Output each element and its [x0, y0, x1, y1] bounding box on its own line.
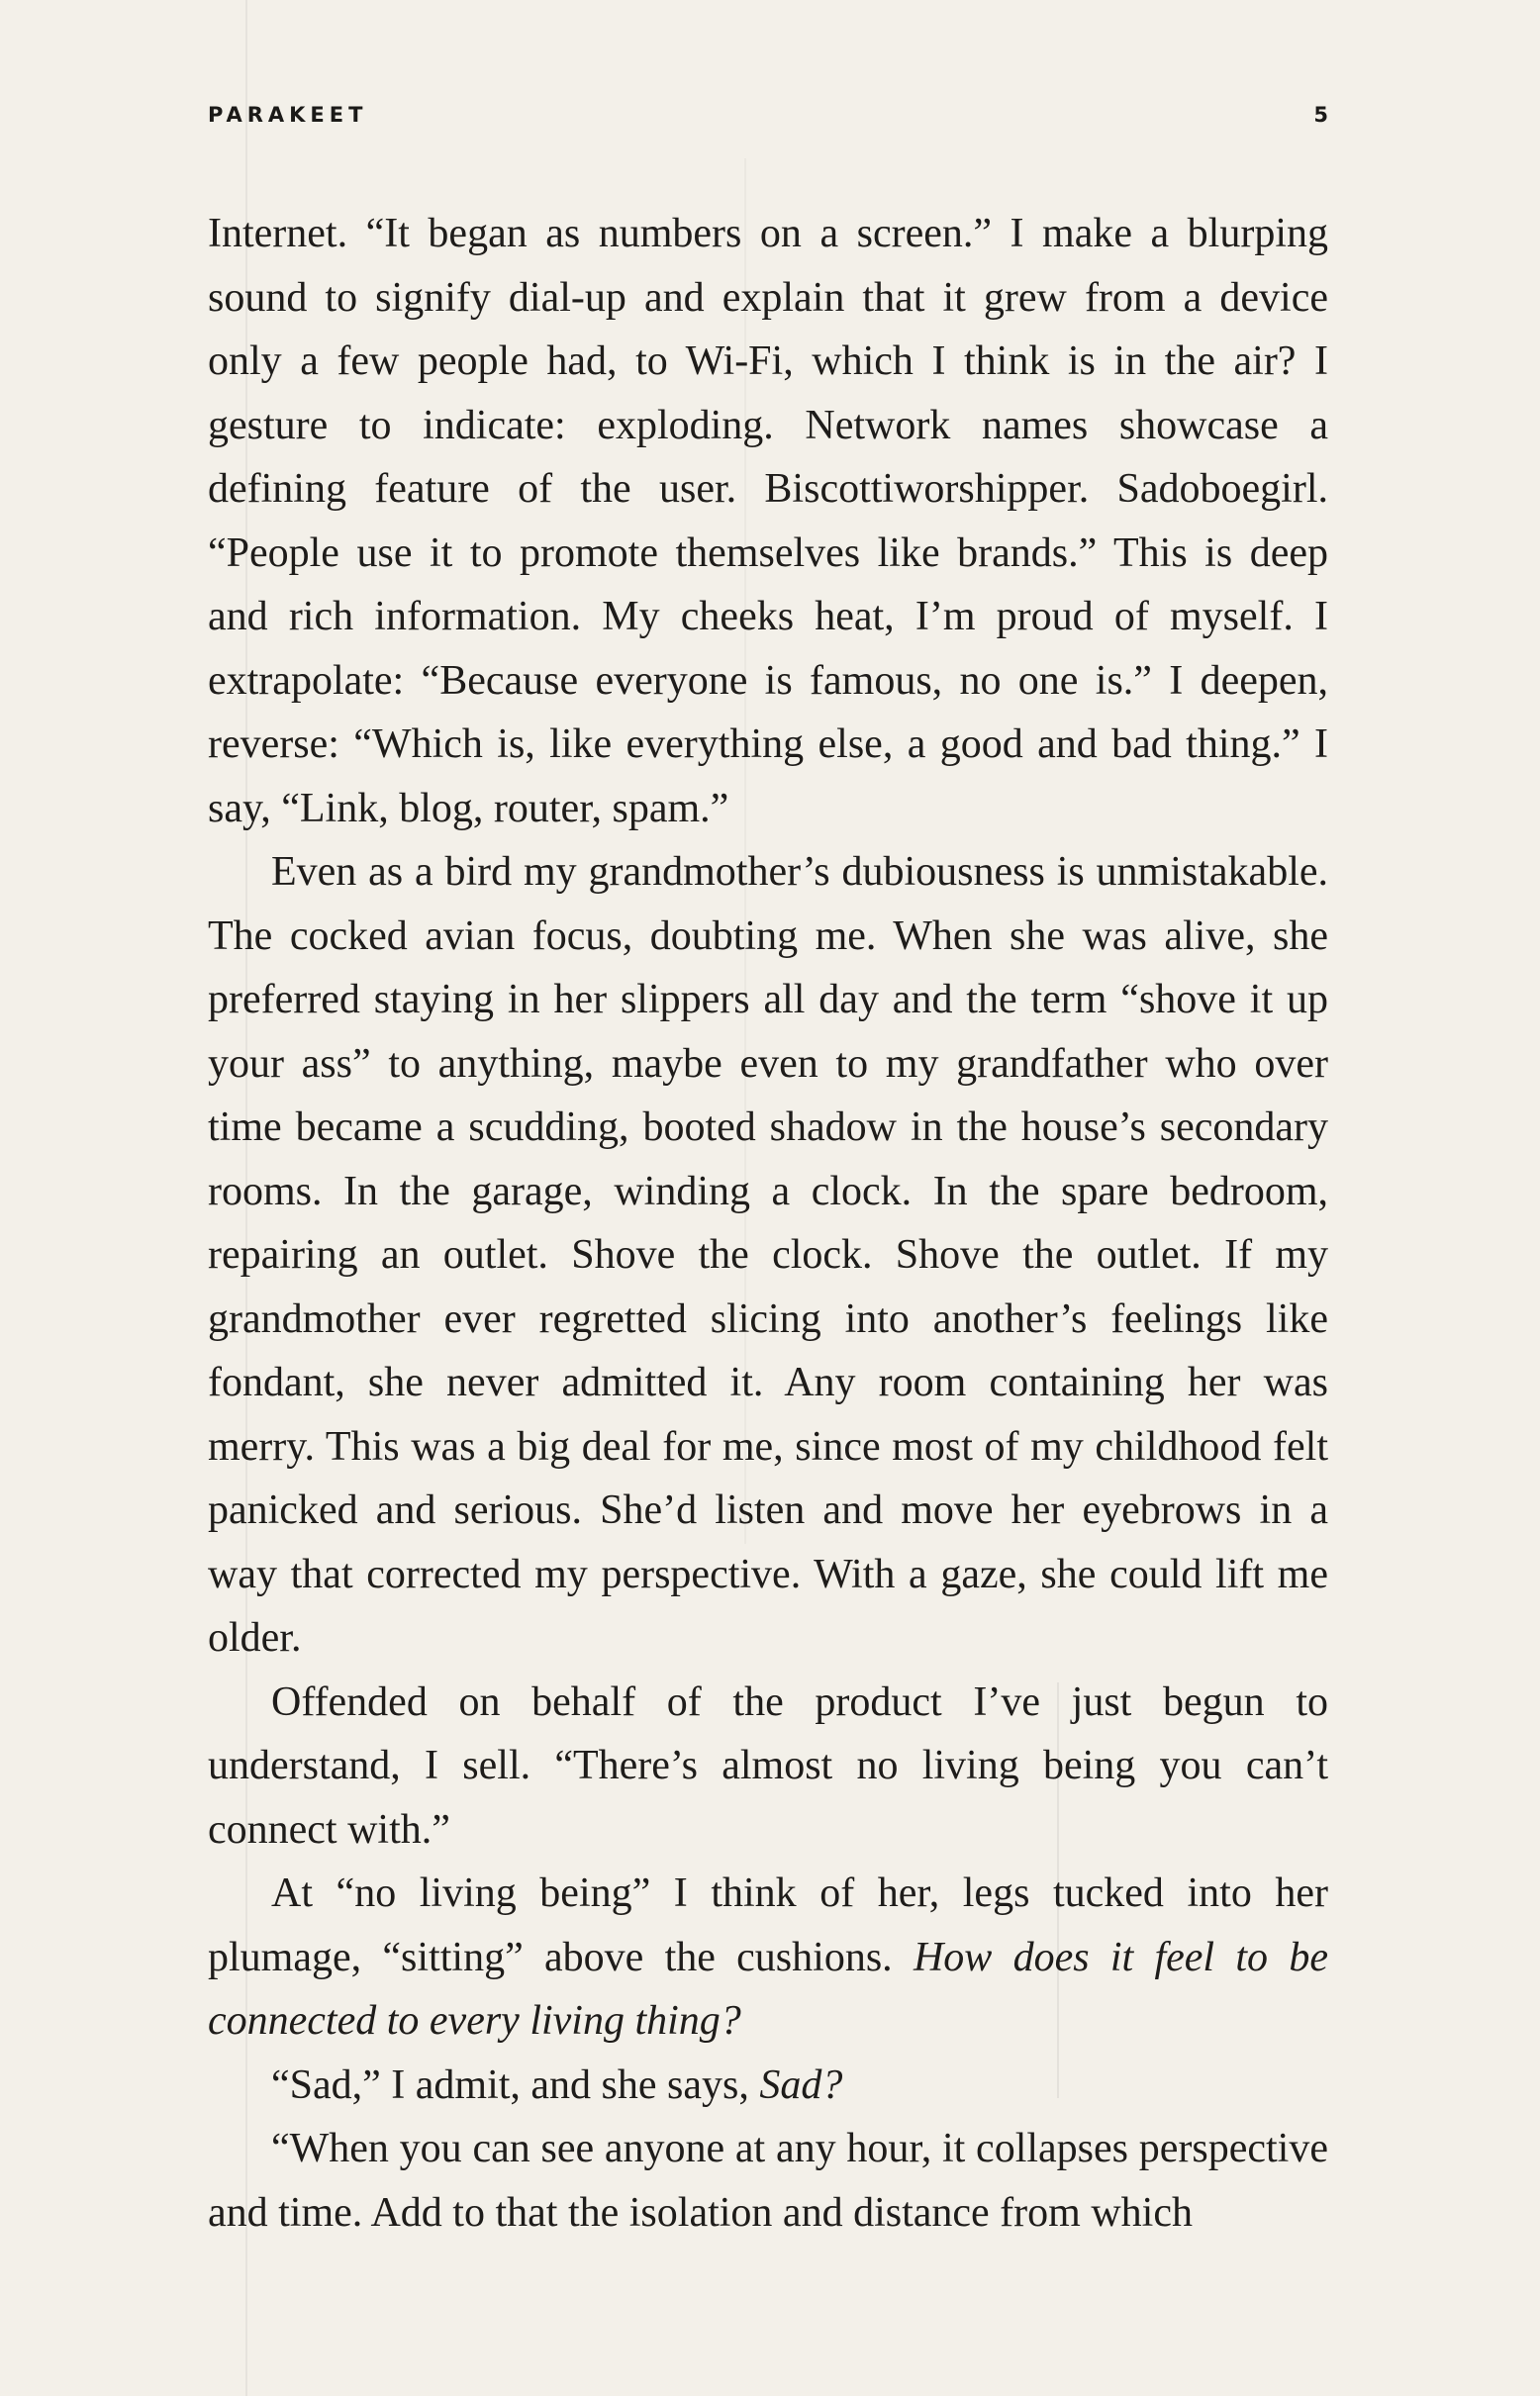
- italic-text: Sad?: [759, 2061, 843, 2108]
- paragraph: [208, 840, 1328, 1671]
- paragraph: [208, 2117, 1328, 2245]
- paragraph: [208, 2054, 1328, 2118]
- text-segment: Internet. “It began as numbers on a screen.” I make a blurping sound to signify dial-up and explain that it grew from a device only a few people had, to Wi-Fi, which I think is in the air? I gesture to indicate: exploding. Network names showcase a defining feature of the user. Biscottiworshipper. Sadoboegirl. “People use it to promote themselves like brands.” This is deep and rich information. My cheeks heat, I’m proud of myself. I extrapolate: “Because everyone is famous, no one is.” I deepen, reverse: “Which is, like everything else, a good and bad thing.” I say, “Link, blog, router, spam.”: [208, 211, 1328, 831]
- running-head: PARAKEET: [208, 103, 368, 127]
- text-segment: Even as a bird my grandmother’s dubiousness is unmistakable. The cocked avian focus, doubting me. When she was alive, she preferred staying in her slippers all day and the term “shove it up your ass” to anything, maybe even to my grandfather who over time became a scudding, booted shadow in the house’s secondary rooms. In the garage, winding a clock. In the spare bedroom, repairing an outlet. Shove the clock. Shove the outlet. If my grandmother ever regretted slicing into another’s feelings like fondant, she never admitted it. Any room containing her was merry. This was a big deal for me, since most of my childhood felt panicked and serious. She’d listen and move her eyebrows in a way that corrected my perspective. With a gaze, she could lift me older.: [208, 849, 1328, 1661]
- paragraph: [208, 1671, 1328, 1863]
- text-segment: At “no living being” I think of her, legs tucked into her plumage, “sitting” above the cushions.: [208, 1870, 1328, 1980]
- italic-text: How does it feel to be connected to every living thing?: [208, 1934, 1328, 2044]
- text-segment: “When you can see anyone at any hour, it collapses perspective and time. Add to that the isolation and distance from which: [208, 2126, 1328, 2236]
- page-header: [208, 103, 1328, 143]
- paragraph: [208, 202, 1328, 840]
- text-segment: Offended on behalf of the product I’ve just begun to understand, I sell. “There’s almost no living being you can’t connect with.”: [208, 1678, 1328, 1853]
- text-segment: “Sad,” I admit, and she says,: [271, 2061, 760, 2108]
- paragraph: [208, 1862, 1328, 2054]
- body-text: [208, 202, 1328, 2245]
- page-number: 5: [1313, 103, 1328, 127]
